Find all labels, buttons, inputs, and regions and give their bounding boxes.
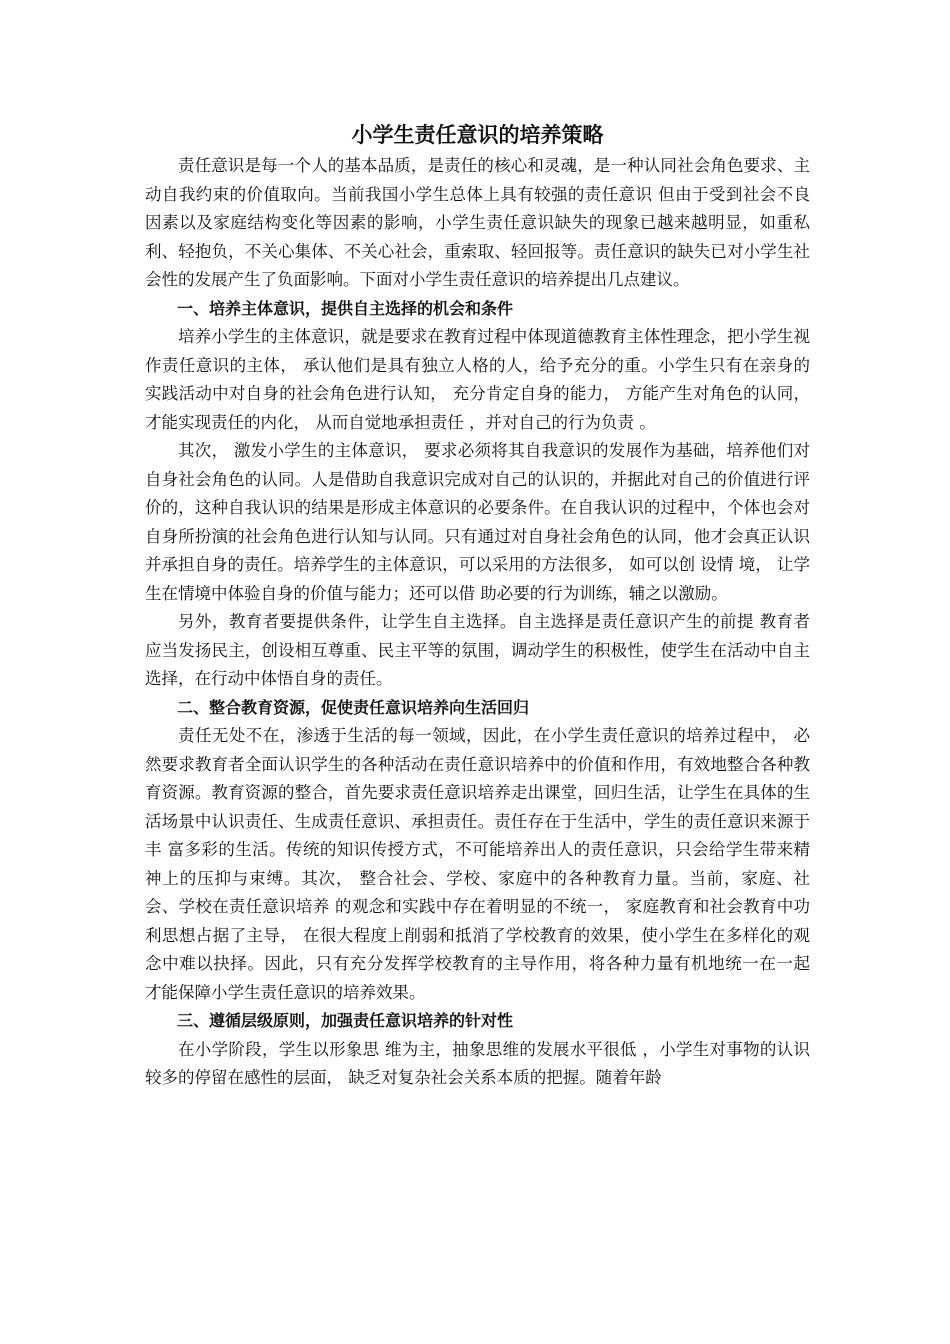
section-1-paragraph-1: 培养小学生的主体意识，就是要求在教育过程中体现道德教育主体性理念，把小学生视作责任意识的主体， 承认他们是具有独立人格的人，给予充分的重。小学生只有在亲身的实践活动中对自身的社会角色进行认知， 充分肯定自身的能力， 方能产生对角色的认同， 才能实现责任的内化， 从而自觉地承担责任 ，并对自己的行为负责 。 <box>145 327 810 432</box>
document-page <box>145 120 810 1093</box>
section-1-heading: 一、培养主体意识，提供自主选择的机会和条件 <box>177 298 514 318</box>
section-2-paragraph-1: 责任无处不在，渗透于生活的每一领域，因此，在小学生责任意识的培养过程中， 必然要求教育者全面认识学生的各种活动在责任意识培养中的价值和作用，有效地整合各种教育资源。教育资源的整合，首先要求责任意识培养走出课堂，回归生活，让学生在具体的生活场景中认识责任、生成责任意识、承担责任。责任存在于生活中，学生的责任意识来源于丰 富多彩的生活。传统的知识传授方式，不可能培养出人的责任意识，只会给学生带来精神上的压抑与束缚。其次， 整合社会、学校、家庭中的各种教育力量。当前，家庭、社会、学校在责任意识培养 的观念和实践中存在着明显的不统一， 家庭教育和社会教育中功利思想占据了主导， 在很大程度上削弱和抵消了学校教育的效果，使小学生在多样化的观念中难以抉择。因此，只有充分发挥学校教育的主导作用，将各种力量有机地统一在一起 才能保障小学生责任意识的培养效果。 <box>145 726 810 1002</box>
section-1-paragraph-2: 其次， 激发小学生的主体意识， 要求必须将其自我意识的发展作为基础，培养他们对自身社会角色的认同。人是借助自我意识完成对自己的认识的，并据此对自己的价值进行评价的，这种自我认识的结果是形成主体意识的必要条件。在自我认识的过程中，个体也会对自身所扮演的社会角色进行认知与认同。只有通过对自身社会角色的认同，他才会真正认识并承担自身的责任。培养学生的主体意识，可以采用的方法很多， 如可以创 设情 境， 让学生在情境中体验自身的价值与能力；还可以借 助必要的行为训练，辅之以激励。 <box>145 441 810 603</box>
document-title: 小学生责任意识的培养策略 <box>351 123 604 147</box>
section-3-heading: 三、遵循层级原则，加强责任意识培养的针对性 <box>177 1011 514 1030</box>
section-3-paragraph-1: 在小学阶段，学生以形象思 维为主，抽象思维的发展水平很低 ，小学生对事物的认识较多的停留在感性的层面， 缺乏对复杂社会关系本质的把握。随着年龄 <box>145 1039 810 1087</box>
section-2-heading: 二、整合教育资源，促使责任意识培养向生活回归 <box>177 697 530 717</box>
intro-paragraph: 责任意识是每一个人的基本品质，是责任的核心和灵魂，是一种认同社会角色要求、主动自我约束的价值取向。当前我国小学生总体上具有较强的责任意识 但由于受到社会不良因素以及家庭结构变化等因素的影响，小学生责任意识缺失的现象已越来越明显，如重私利、轻抱负，不关心集体、不关心社会，重索取、轻回报等。责任意识的缺失已对小学生社会性的发展产生了负面影响。下面对小学生责任意识的培养提出几点建议。 <box>145 156 810 289</box>
section-1-paragraph-3: 另外，教育者要提供条件，让学生自主选择。自主选择是责任意识产生的前提 教育者应当发扬民主，创设相互尊重、民主平等的氛围，调动学生的积极性，使学生在活动中自主选择，在行动中体悟自身的责任。 <box>145 612 810 688</box>
